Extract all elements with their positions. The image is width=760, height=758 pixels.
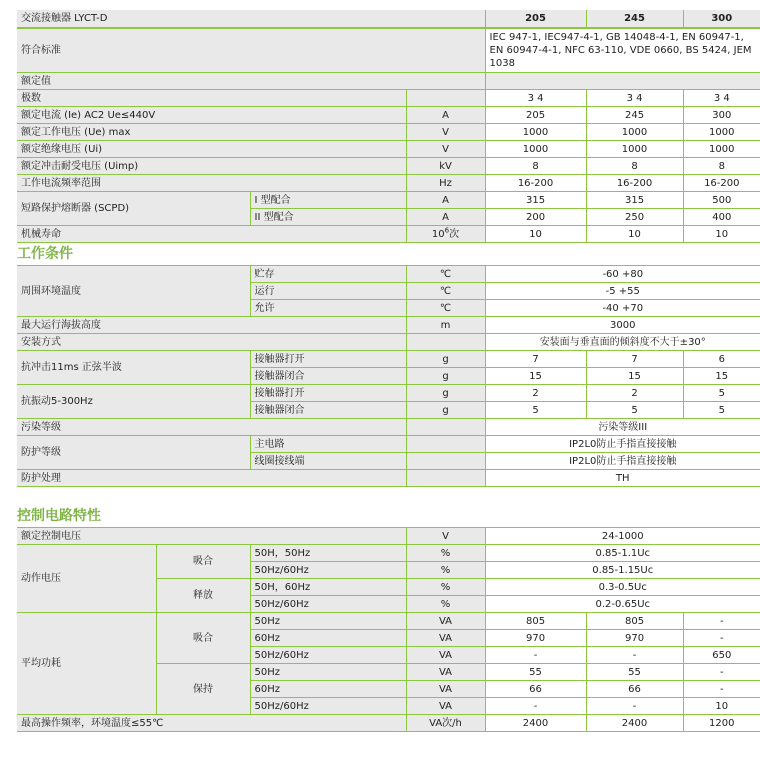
rated-title-row <box>17 73 760 90</box>
scpd-value: 250 <box>586 209 683 226</box>
vibration-value: 5 <box>683 385 760 402</box>
rated-unit: kV <box>406 158 485 175</box>
max-freq-row <box>17 715 760 732</box>
power-value: - <box>485 698 586 715</box>
blank-cell <box>406 470 485 487</box>
power-value: 805 <box>485 613 586 630</box>
section-title-control: 控制电路特性 <box>17 508 101 524</box>
power-unit: VA <box>406 698 485 715</box>
power-freq: 50Hz <box>250 664 406 681</box>
rated-label: 额定冲击耐受电压 (Uimp) <box>17 158 406 175</box>
scpd-value: 200 <box>485 209 586 226</box>
shock-sub: 接触器打开 <box>250 351 406 368</box>
standards-value <box>485 28 760 73</box>
treatment-label: 防护处理 <box>17 470 406 487</box>
vibration-value: 5 <box>485 402 586 419</box>
rated-voltage-unit: V <box>406 528 485 545</box>
vibration-value: 5 <box>586 402 683 419</box>
rated-value: 1000 <box>586 141 683 158</box>
shock-unit: g <box>406 368 485 385</box>
rated-value: 8 <box>683 158 760 175</box>
protection-sub: 线圈接线端 <box>250 453 406 470</box>
ambient-sub: 贮存 <box>250 266 406 283</box>
treatment-row <box>17 470 760 487</box>
power-unit: VA <box>406 681 485 698</box>
blank-cell <box>406 453 485 470</box>
rated-value: 1000 <box>683 141 760 158</box>
rated-value: 205 <box>485 107 586 124</box>
life-unit-exp: 6 <box>444 226 450 235</box>
rated-label: 工作电流频率范围 <box>17 175 406 192</box>
scpd-row <box>17 192 760 209</box>
standards-label: 符合标准 <box>17 28 485 73</box>
protection-row <box>17 436 760 453</box>
shock-value: 7 <box>586 351 683 368</box>
model-300: 300 <box>683 10 760 28</box>
shock-value: 15 <box>586 368 683 385</box>
ambient-label: 周围环境温度 <box>17 266 250 317</box>
scpd-value: 400 <box>683 209 760 226</box>
rated-value: 300 <box>683 107 760 124</box>
scpd-unit: A <box>406 209 485 226</box>
blank-cell <box>406 334 485 351</box>
blank-cell <box>406 419 485 436</box>
pollution-label: 污染等级 <box>17 419 406 436</box>
rated-title: 额定值 <box>17 73 485 90</box>
life-row <box>17 226 760 243</box>
max-freq-value: 2400 <box>586 715 683 732</box>
vibration-value: 5 <box>683 402 760 419</box>
rated-unit: V <box>406 141 485 158</box>
product-title: 交流接触器 LYCT-D <box>17 10 485 28</box>
rated-value: 16-200 <box>683 175 760 192</box>
model-245: 245 <box>586 10 683 28</box>
standards-row <box>17 28 760 73</box>
rated-unit: V <box>406 124 485 141</box>
life-label: 机械寿命 <box>17 226 406 243</box>
power-value: 66 <box>485 681 586 698</box>
standards-line-2: EN 60947-4-1, NFC 63-110, VDE 0660, BS 5424, JEM 1038 <box>489 45 752 69</box>
max-freq-unit: VA次/h <box>406 715 485 732</box>
vibration-unit: g <box>406 402 485 419</box>
rated-label: 额定绝缘电压 (Ui) <box>17 141 406 158</box>
mount-row <box>17 334 760 351</box>
mount-value: 安装面与垂直面的倾斜度不大于±30° <box>485 334 760 351</box>
protection-value: IP2L0防止手指直接接触 <box>485 436 760 453</box>
power-row <box>17 613 760 630</box>
power-value: 55 <box>586 664 683 681</box>
spec-table-work <box>17 265 760 487</box>
power-value: 55 <box>485 664 586 681</box>
power-freq: 60Hz <box>250 681 406 698</box>
power-value: - <box>485 647 586 664</box>
max-freq-label: 最高操作频率，环境温度≤55℃ <box>17 715 406 732</box>
spec-table-control <box>17 527 760 732</box>
altitude-row <box>17 317 760 334</box>
header-row <box>17 10 760 28</box>
power-value: 10 <box>683 698 760 715</box>
scpd-unit: A <box>406 192 485 209</box>
pollution-value: 污染等级III <box>485 419 760 436</box>
rated-voltage-row <box>17 528 760 545</box>
section-title-work: 工作条件 <box>17 246 73 262</box>
rated-value: 3 4 <box>586 90 683 107</box>
power-freq: 60Hz <box>250 630 406 647</box>
protection-sub: 主电路 <box>250 436 406 453</box>
power-unit: VA <box>406 647 485 664</box>
action-value: 0.3-0.5Uc <box>485 579 760 596</box>
power-group: 保持 <box>156 664 250 715</box>
altitude-unit: m <box>406 317 485 334</box>
rated-value: 8 <box>586 158 683 175</box>
power-value: - <box>586 647 683 664</box>
power-value: - <box>683 664 760 681</box>
rated-row <box>17 124 760 141</box>
action-freq: 50Hz/60Hz <box>250 562 406 579</box>
mount-label: 安装方式 <box>17 334 406 351</box>
scpd-value: 500 <box>683 192 760 209</box>
rated-row <box>17 107 760 124</box>
ambient-sub: 允许 <box>250 300 406 317</box>
action-value: 0.85-1.1Uc <box>485 545 760 562</box>
power-value: 66 <box>586 681 683 698</box>
rated-row <box>17 175 760 192</box>
vibration-sub: 接触器闭合 <box>250 402 406 419</box>
max-freq-value: 1200 <box>683 715 760 732</box>
vibration-value: 2 <box>586 385 683 402</box>
life-value: 10 <box>485 226 586 243</box>
power-label: 平均功耗 <box>17 613 156 715</box>
altitude-value: 3000 <box>485 317 760 334</box>
action-unit: % <box>406 545 485 562</box>
vibration-unit: g <box>406 385 485 402</box>
treatment-value: TH <box>485 470 760 487</box>
power-value: - <box>586 698 683 715</box>
ambient-unit: ℃ <box>406 283 485 300</box>
power-value: 650 <box>683 647 760 664</box>
life-unit-base: 10 <box>431 228 445 240</box>
rated-unit: Hz <box>406 175 485 192</box>
rated-unit <box>406 90 485 107</box>
action-freq: 50H，60Hz <box>250 579 406 596</box>
standards-line-1: IEC 947-1, IEC947-4-1, GB 14048-4-1, EN 60947-1, <box>489 32 744 43</box>
action-group: 吸合 <box>156 545 250 579</box>
power-value: 970 <box>586 630 683 647</box>
ambient-unit: ℃ <box>406 266 485 283</box>
power-value: 970 <box>485 630 586 647</box>
power-unit: VA <box>406 613 485 630</box>
rated-value: 245 <box>586 107 683 124</box>
pollution-row <box>17 419 760 436</box>
ambient-unit: ℃ <box>406 300 485 317</box>
blank-cell <box>406 436 485 453</box>
rated-row <box>17 158 760 175</box>
rated-value: 1000 <box>485 141 586 158</box>
ambient-value: -60 +80 <box>485 266 760 283</box>
rated-value: 1000 <box>683 124 760 141</box>
life-value: 10 <box>586 226 683 243</box>
rated-label: 额定工作电压 (Ue) max <box>17 124 406 141</box>
power-value: - <box>683 630 760 647</box>
action-label: 动作电压 <box>17 545 156 613</box>
action-freq: 50Hz/60Hz <box>250 596 406 613</box>
shock-value: 15 <box>485 368 586 385</box>
action-unit: % <box>406 596 485 613</box>
rated-row <box>17 90 760 107</box>
power-freq: 50Hz/60Hz <box>250 647 406 664</box>
power-value: - <box>683 681 760 698</box>
action-group: 释放 <box>156 579 250 613</box>
rated-value: 1000 <box>485 124 586 141</box>
action-row <box>17 545 760 562</box>
rated-voltage-value: 24-1000 <box>485 528 760 545</box>
rated-label: 极数 <box>17 90 406 107</box>
rated-value: 1000 <box>586 124 683 141</box>
spec-table-ratings <box>17 10 760 243</box>
rated-value: 16-200 <box>586 175 683 192</box>
life-unit-suffix: 次 <box>449 228 460 240</box>
power-freq: 50Hz/60Hz <box>250 698 406 715</box>
rated-value: 16-200 <box>485 175 586 192</box>
ambient-sub: 运行 <box>250 283 406 300</box>
protection-label: 防护等级 <box>17 436 250 470</box>
scpd-value: 315 <box>586 192 683 209</box>
scpd-value: 315 <box>485 192 586 209</box>
ambient-row <box>17 266 760 283</box>
scpd-sub: I 型配合 <box>250 192 406 209</box>
rated-label: 额定电流 (Ie) AC2 Ue≤440V <box>17 107 406 124</box>
shock-unit: g <box>406 351 485 368</box>
power-unit: VA <box>406 630 485 647</box>
ambient-value: -40 +70 <box>485 300 760 317</box>
max-freq-value: 2400 <box>485 715 586 732</box>
power-unit: VA <box>406 664 485 681</box>
vibration-label: 抗振动5-300Hz <box>17 385 250 419</box>
action-unit: % <box>406 579 485 596</box>
life-value: 10 <box>683 226 760 243</box>
rated-value: 8 <box>485 158 586 175</box>
action-value: 0.2-0.65Uc <box>485 596 760 613</box>
shock-value: 7 <box>485 351 586 368</box>
shock-row <box>17 351 760 368</box>
rated-value: 3 4 <box>485 90 586 107</box>
action-unit: % <box>406 562 485 579</box>
shock-label: 抗冲击11ms 正弦半波 <box>17 351 250 385</box>
rated-voltage-label: 额定控制电压 <box>17 528 406 545</box>
power-freq: 50Hz <box>250 613 406 630</box>
vibration-value: 2 <box>485 385 586 402</box>
altitude-label: 最大运行海拔高度 <box>17 317 406 334</box>
blank-cell <box>485 73 760 90</box>
rated-unit: A <box>406 107 485 124</box>
power-value: - <box>683 613 760 630</box>
vibration-sub: 接触器打开 <box>250 385 406 402</box>
shock-value: 6 <box>683 351 760 368</box>
action-value: 0.85-1.15Uc <box>485 562 760 579</box>
scpd-label: 短路保护熔断器 (SCPD) <box>17 192 250 226</box>
shock-sub: 接触器闭合 <box>250 368 406 385</box>
power-group: 吸合 <box>156 613 250 664</box>
vibration-row <box>17 385 760 402</box>
action-freq: 50H，50Hz <box>250 545 406 562</box>
shock-value: 15 <box>683 368 760 385</box>
ambient-value: -5 +55 <box>485 283 760 300</box>
rated-row <box>17 141 760 158</box>
life-unit <box>406 226 485 243</box>
model-205: 205 <box>485 10 586 28</box>
scpd-sub: II 型配合 <box>250 209 406 226</box>
protection-value: IP2L0防止手指直接接触 <box>485 453 760 470</box>
power-value: 805 <box>586 613 683 630</box>
rated-value: 3 4 <box>683 90 760 107</box>
